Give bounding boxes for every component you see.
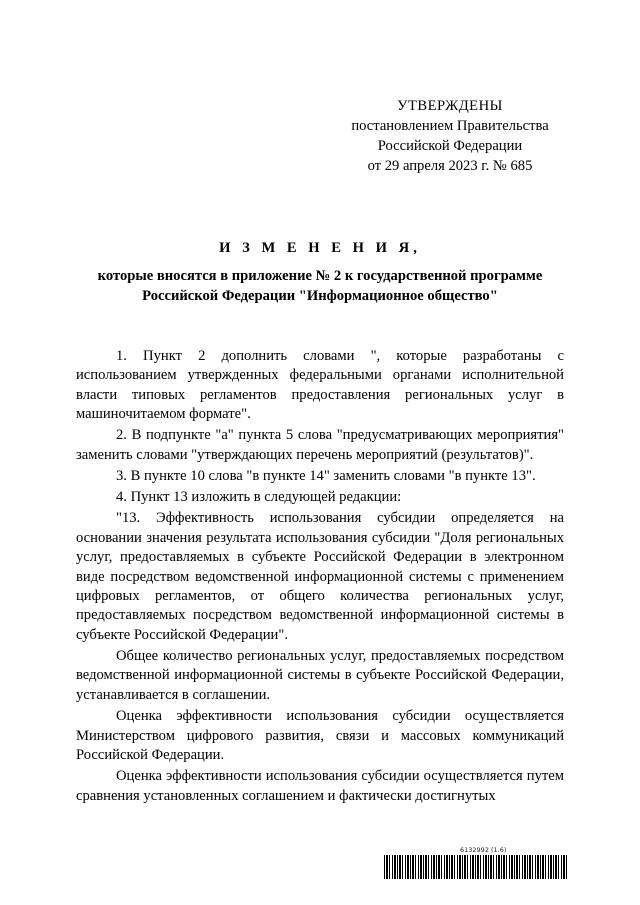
approval-stamp: УТВЕРЖДЕНЫ bbox=[397, 98, 503, 114]
paragraph-5: "13. Эффективность использования субсидии определяется на основании значения результата использования субсидии "Доля региональных услуг, предоставляемых в субъекте Российской Федерации в электронном виде посредством ведомственной информационной системы с применением цифровых регламентов, от общего количества региональных услуг, предоставляемых посредством ведомственной информационной системы в субъекте Российской Федерации". bbox=[76, 510, 564, 643]
document-title: И З М Е Н Е Н И Я, bbox=[219, 240, 421, 256]
paragraph-6: Общее количество региональных услуг, предоставляемых посредством ведомственной информационной системы в субъекте Российской Федерации, устанавливается в соглашении. bbox=[76, 648, 564, 703]
subtitle-line-2: Российской Федерации "Информационное общество" bbox=[142, 288, 498, 304]
paragraph-8: Оценка эффективности использования субсидии осуществляется путем сравнения установленных соглашением и фактически достигнутых bbox=[76, 768, 564, 804]
document-body bbox=[76, 347, 564, 808]
document-subtitle bbox=[60, 266, 580, 306]
paragraph-1: 1. Пункт 2 дополнить словами ", которые разработаны с использованием утвержденных федеральными органами исполнительной власти типовых регламентов предоставления региональных услуг в машиночитаемом формате". bbox=[76, 348, 564, 423]
subtitle-line-1: которые вносятся в приложение № 2 к государственной программе bbox=[97, 268, 543, 284]
approval-line-1: постановлением Правительства bbox=[351, 118, 549, 134]
approval-line-2: Российской Федерации bbox=[377, 138, 523, 154]
approval-block bbox=[300, 96, 600, 176]
barcode-block bbox=[384, 846, 568, 879]
paragraph-7: Оценка эффективности использования субсидии осуществляется Министерством цифрового развития, связи и массовых коммуникаций Российской Федерации. bbox=[76, 708, 564, 763]
barcode-code: 6132992 (1.6) bbox=[460, 846, 507, 854]
paragraph-2: 2. В подпункте "а" пункта 5 слова "предусматривающих мероприятия" заменить словами "утверждающих перечень мероприятий (результатов)". bbox=[76, 427, 564, 463]
approval-line-3: от 29 апреля 2023 г. № 685 bbox=[367, 158, 533, 174]
paragraph-4: 4. Пункт 13 изложить в следующей редакции: bbox=[116, 489, 402, 506]
paragraph-3: 3. В пункте 10 слова "в пункте 14" заменить словами "в пункте 13". bbox=[116, 468, 536, 485]
barcode-icon bbox=[384, 855, 568, 879]
